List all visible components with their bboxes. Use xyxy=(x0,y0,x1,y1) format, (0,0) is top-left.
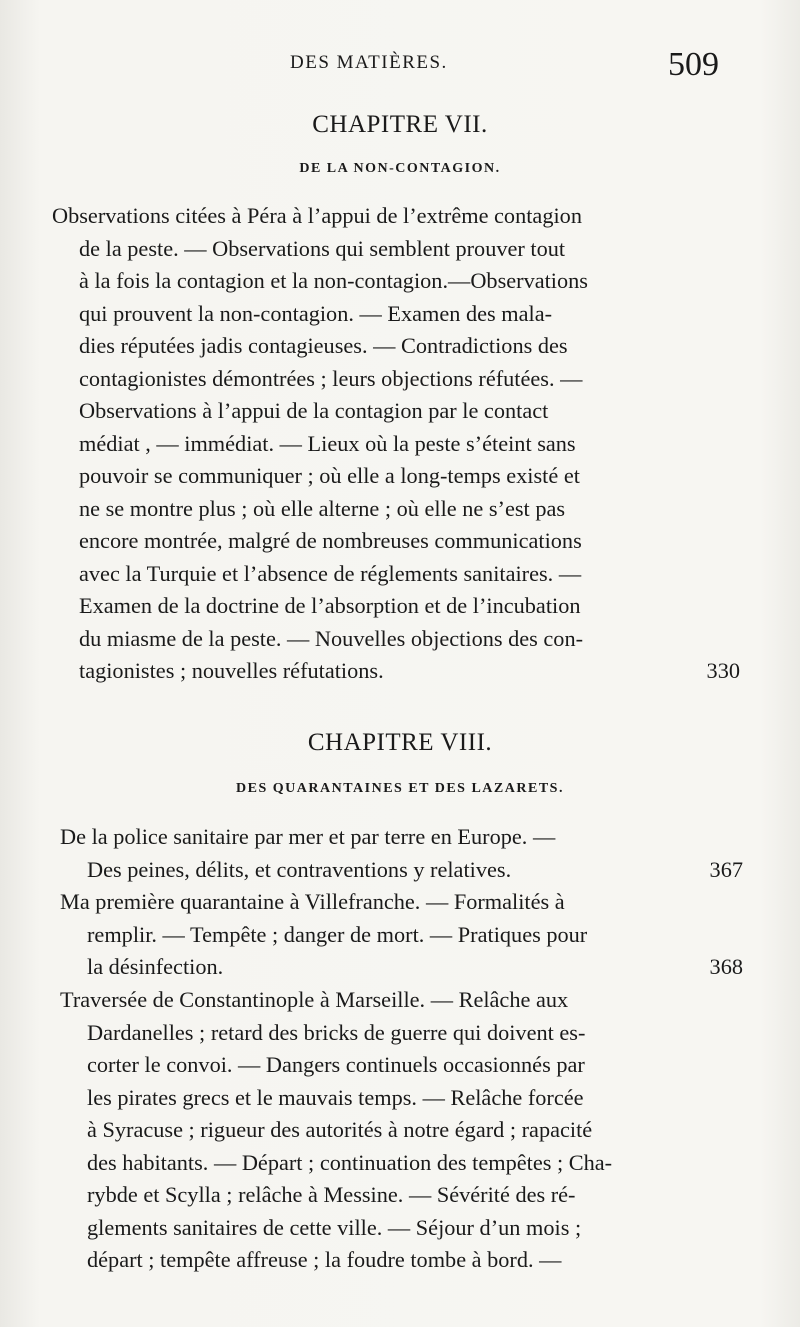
entry-line: corter le convoi. — Dangers continuels occasionnés par xyxy=(87,1052,585,1077)
entry-line: médiat , — immédiat. — Lieux où la peste s’éteint sans xyxy=(79,430,576,456)
entry-line: glements sanitaires de cette ville. — Séjour d’un mois ; xyxy=(87,1214,582,1240)
entry-line: rybde et Scylla ; relâche à Messine. — Sévérité des ré- xyxy=(87,1182,576,1207)
entry-line: ne se montre plus ; où elle alterne ; où elle ne s’est pas xyxy=(79,495,566,521)
entry-line xyxy=(52,655,740,688)
entry-line xyxy=(60,951,743,984)
entry-line: à Syracuse ; rigueur des autorités à notre égard ; rapacité xyxy=(87,1117,593,1142)
entry-text: la désinfection. xyxy=(87,954,224,979)
entry-line: Dardanelles ; retard des bricks de guerre qui doivent es- xyxy=(87,1019,586,1045)
page-reference: 367 xyxy=(709,856,743,882)
entry-line: Observations à l’appui de la contagion par le contact xyxy=(79,398,549,423)
entry-line: à la fois la contagion et la non-contagion.—Observations xyxy=(79,268,588,293)
entry-line: Traversée de Constantinople à Marseille. — Relâche aux xyxy=(60,987,569,1012)
toc-entry xyxy=(60,984,750,1277)
running-head xyxy=(0,46,800,86)
entry-line: remplir. — Tempête ; danger de mort. — Pratiques pour xyxy=(87,921,588,947)
entry-line: pouvoir se communiquer ; où elle a long-temps existé et xyxy=(79,463,580,488)
entry-line: contagionistes démontrées ; leurs objections réfutées. — xyxy=(79,365,583,391)
chapter-subtitle: DES QUARANTAINES ET DES LAZARETS. xyxy=(236,781,564,796)
entry-line: de la peste. — Observations qui semblent prouver tout xyxy=(79,235,566,261)
chapter-heading: CHAPITRE VII. xyxy=(312,111,488,138)
entry-line: du miasme de la peste. — Nouvelles objections des con- xyxy=(79,625,584,651)
entry-line: qui prouvent la non-contagion. — Examen des mala- xyxy=(79,300,553,326)
entry-line: Ma première quarantaine à Villefranche. — Formalités à xyxy=(60,889,565,914)
toc-entry xyxy=(60,821,743,886)
page-reference: 368 xyxy=(709,954,743,979)
entry-line: des habitants. — Départ ; continuation des tempêtes ; Cha- xyxy=(87,1149,613,1175)
entry-line: dies réputées jadis contagieuses. — Contradictions des xyxy=(79,333,568,358)
entry-line: les pirates grecs et le mauvais temps. — Relâche forcée xyxy=(87,1084,584,1110)
entry-line: Examen de la doctrine de l’absorption et de l’incubation xyxy=(79,593,581,618)
entry-text: tagionistes ; nouvelles réfutations. xyxy=(79,658,384,683)
entry-line: De la police sanitaire par mer et par terre en Europe. — xyxy=(60,824,556,849)
chapter-heading: CHAPITRE VIII. xyxy=(307,729,493,756)
toc-entry xyxy=(60,886,743,984)
entry-line: encore montrée, malgré de nombreuses communications xyxy=(79,528,582,553)
entry-line: départ ; tempête affreuse ; la foudre tombe à bord. — xyxy=(87,1247,562,1272)
chapter-subtitle: DE LA NON-CONTAGION. xyxy=(299,161,501,176)
running-title: DES MATIÈRES. xyxy=(290,52,448,73)
page-number: 509 xyxy=(668,46,719,83)
entry-line: Observations citées à Péra à l’appui de l’extrême contagion xyxy=(52,203,582,228)
entry-line xyxy=(60,854,743,887)
entry-text: Des peines, délits, et contraventions y relatives. xyxy=(87,856,512,882)
entry-line: avec la Turquie et l’absence de réglements sanitaires. — xyxy=(79,560,582,586)
toc-entry xyxy=(52,200,740,688)
page-reference: 330 xyxy=(706,658,740,683)
